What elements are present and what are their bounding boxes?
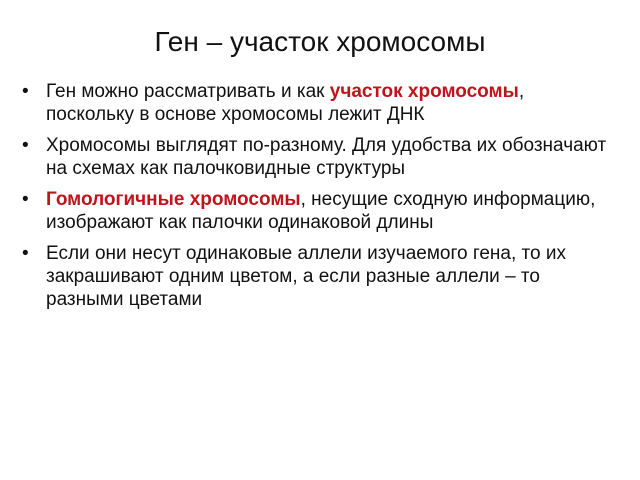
bullet-1-text-before: Ген можно рассматривать и как: [46, 81, 330, 102]
bullet-3-text-after: , несущие сходную информацию, изображают как палочки одинаковой длины: [46, 189, 596, 233]
bullet-item-2: [22, 134, 612, 180]
bullet-item-3: [22, 188, 612, 234]
bullet-1-text-after: , поскольку в основе хромосомы лежит ДНК: [46, 81, 525, 125]
bullet-4-text: Если они несут одинаковые аллели изучаемого гена, то их закрашивают одним цветом, а если разные аллели – то разными цветами: [46, 243, 566, 310]
bullet-dot-icon: •: [22, 135, 29, 156]
bullet-list: [22, 80, 612, 319]
bullet-2-text: Хромосомы выглядят по-разному. Для удобства их обозначают на схемах как палочковидные структуры: [46, 135, 607, 179]
bullet-item-4: [22, 242, 612, 311]
bullet-dot-icon: •: [22, 189, 29, 210]
slide-title: Ген – участок хромосомы: [154, 26, 486, 57]
bullet-dot-icon: •: [22, 81, 29, 102]
bullet-dot-icon: •: [22, 243, 29, 264]
bullet-3-highlight: Гомологичные хромосомы: [46, 189, 301, 210]
bullet-item-1: [22, 80, 612, 126]
bullet-1-highlight: участок хромосомы: [329, 81, 519, 102]
